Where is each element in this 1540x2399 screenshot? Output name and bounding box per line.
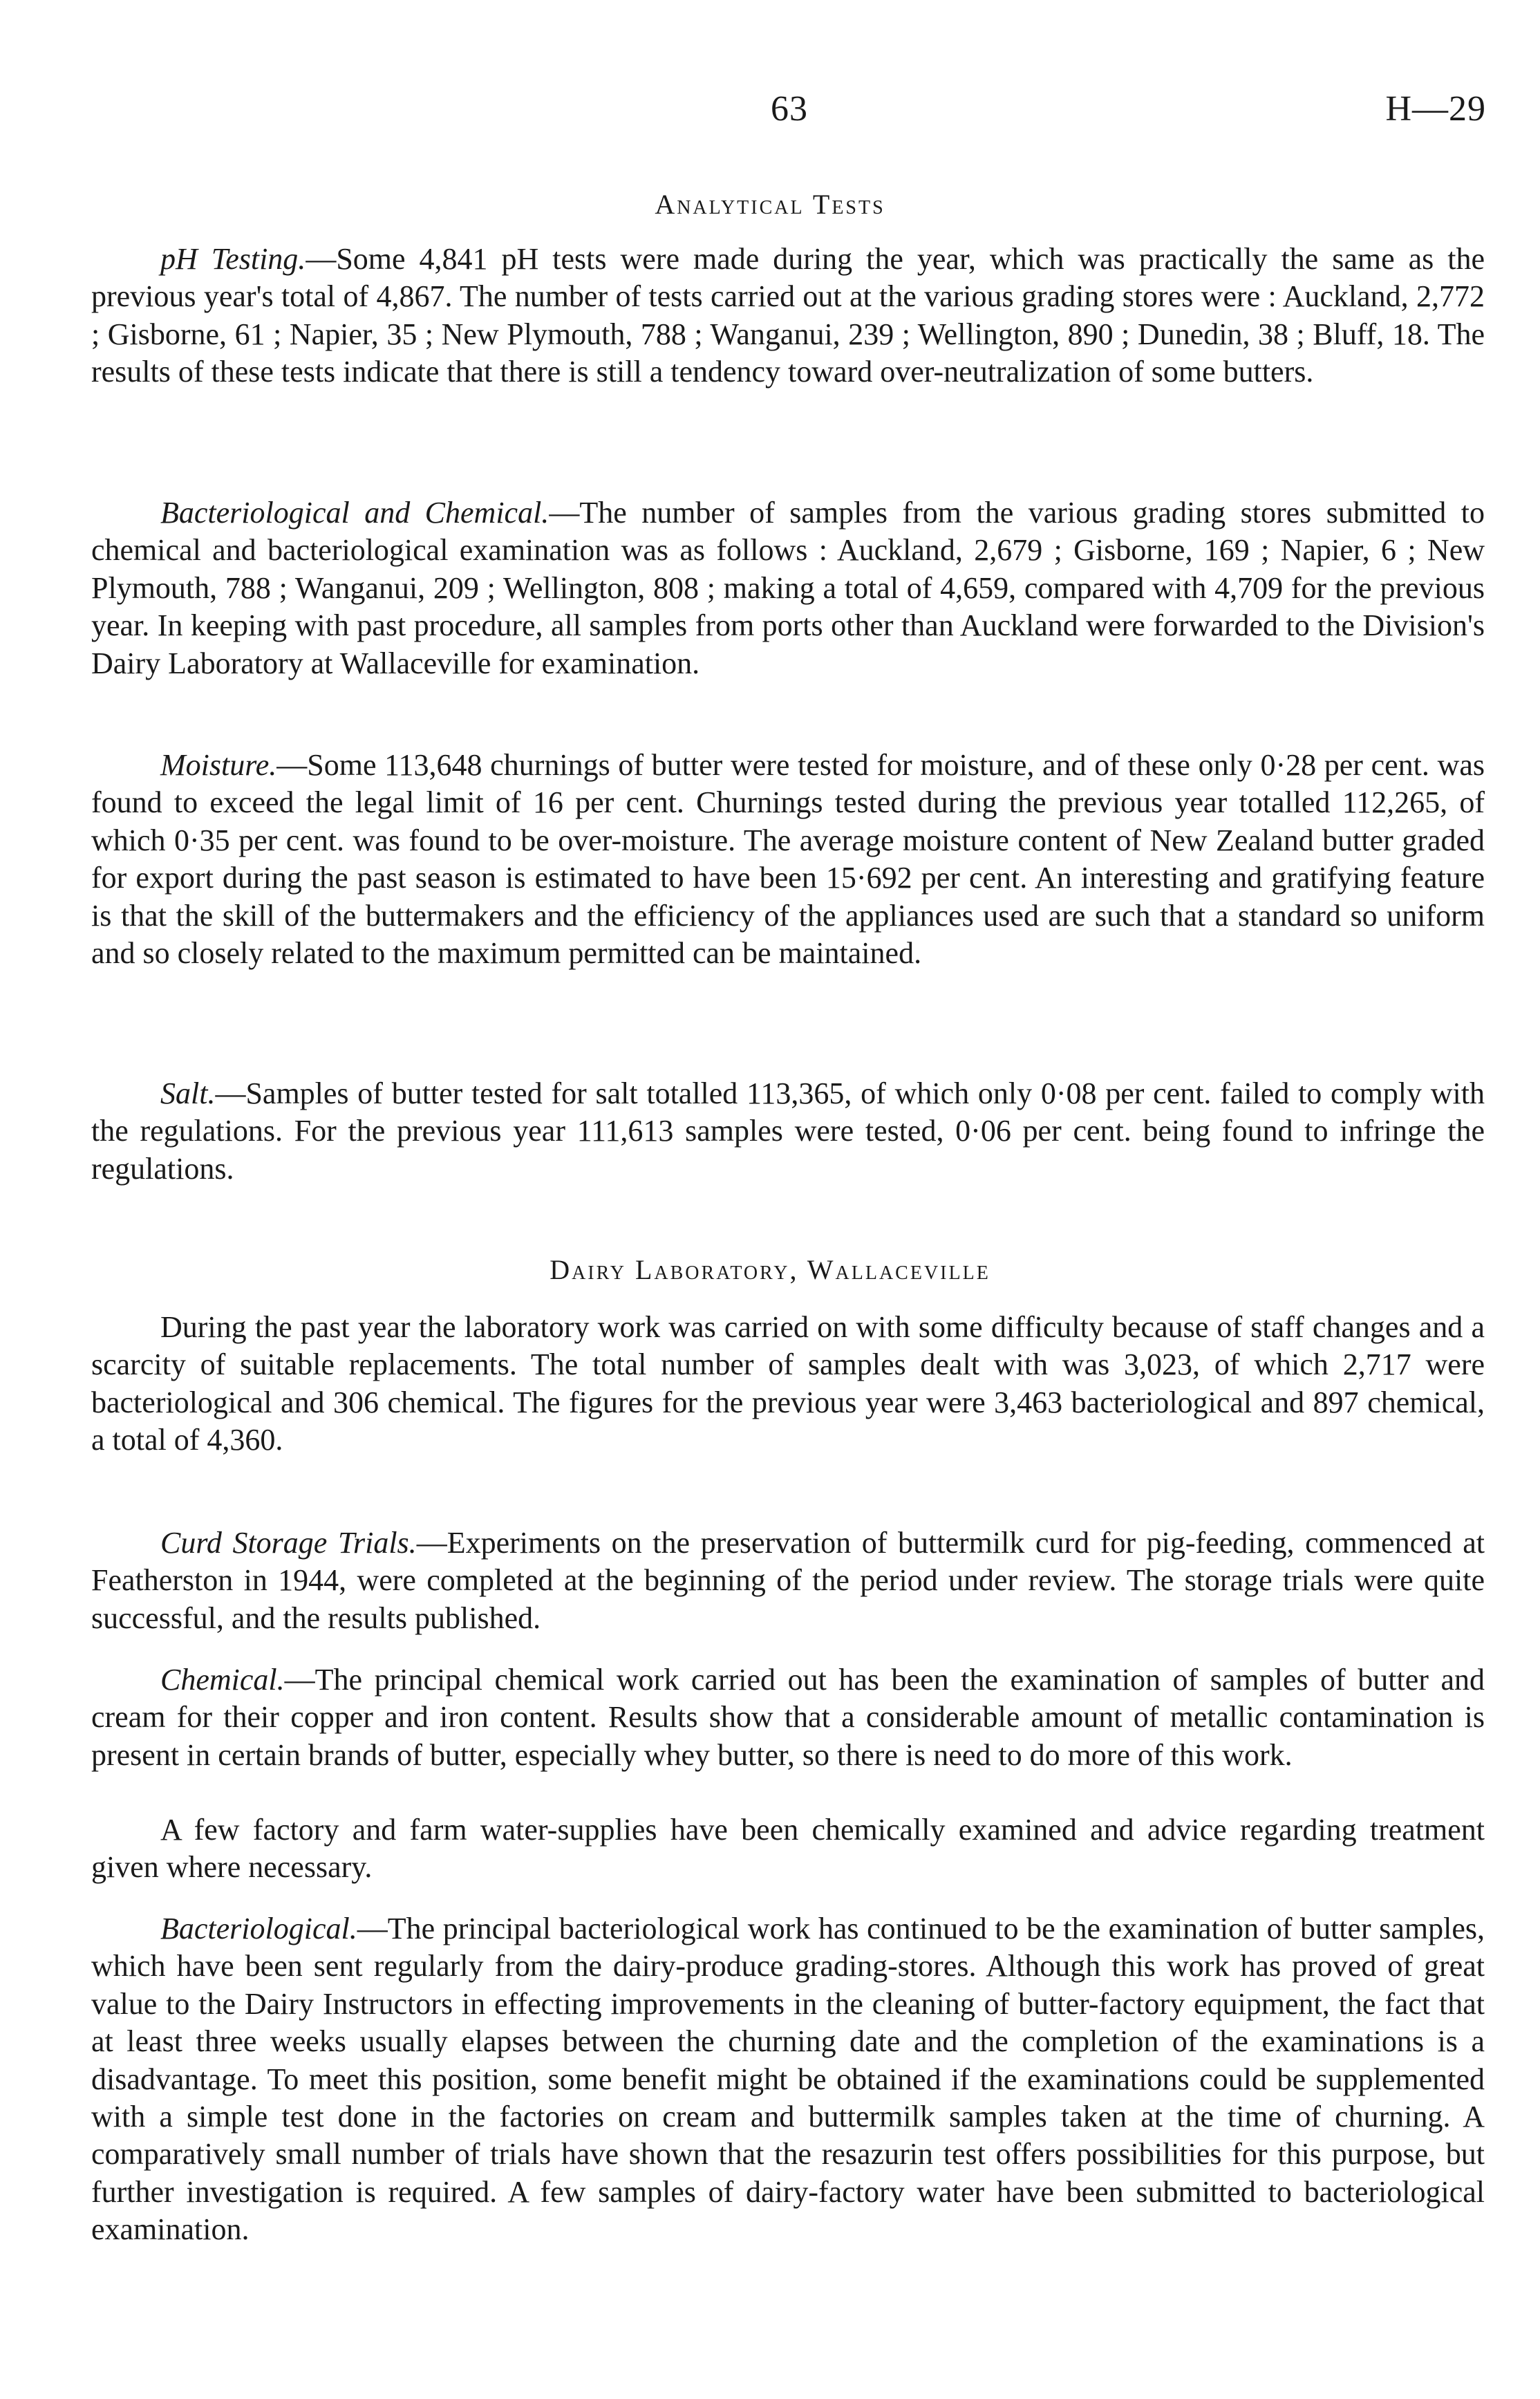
- paragraph-bacteriological: [91, 1910, 1485, 2249]
- paragraph-salt: [91, 1075, 1485, 1188]
- paragraph-body: —The number of samples from the various grading stores submitted to chemical and bacteriological examination was as follows : Auckland, 2,679 ; Gisborne, 169 ; Napier, 6 ; New Plymouth, 788 ; Wanganui, 209 ; Wellington, 808 ; making a total of 4,659, compared with 4,709 for the previous year. In keeping with past procedure, all samples from ports other than Auckland were forwarded to the Division's Dairy Laboratory at Wallaceville for examination.: [91, 496, 1485, 680]
- document-code: H—29: [1385, 89, 1486, 129]
- section-title-dairy-laboratory: Dairy Laboratory, Wallaceville: [550, 1254, 990, 1285]
- paragraph-body: —The principal chemical work carried out has been the examination of samples of butter and cream for their copper and iron content. Results show that a considerable amount of metallic contamination is present in certain brands of butter, especially whey butter, so there is need to do more of this work.: [91, 1663, 1485, 1772]
- paragraph-ph-testing: [91, 241, 1485, 391]
- section-title-analytical-tests: Analytical Tests: [655, 189, 885, 220]
- page-header: [90, 88, 1486, 144]
- paragraph-moisture: [91, 747, 1485, 972]
- page-number: 63: [771, 89, 808, 129]
- paragraph-lead: Moisture.: [160, 748, 277, 782]
- paragraph-body: —Some 113,648 churnings of butter were tested for moisture, and of these only 0·28 per cent. was found to exceed the legal limit of 16 per cent. Churnings tested during the previous year totalled 112,265, of which 0·35 per cent. was found to be over-moisture. The average moisture content of New Zealand butter graded for export during the past season is estimated to have been 15·692 per cent. An interesting and gratifying feature is that the skill of the buttermakers and the efficiency of the appliances used are such that a standard so uniform and so closely related to the maximum permitted can be maintained.: [91, 748, 1485, 971]
- paragraph-water-supplies: A few factory and farm water-supplies have been chemically examined and advice regarding treatment given where necessary.: [91, 1813, 1485, 1885]
- paragraph-laboratory-intro: During the past year the laboratory work was carried on with some difficulty because of staff changes and a scarcity of suitable replacements. The total number of samples dealt with was 3,023, of which 2,717 were bacteriological and 306 chemical. The figures for the previous year were 3,463 bacteriological and 897 chemical, a total of 4,360.: [91, 1310, 1485, 1457]
- paragraph-lead: Chemical.: [160, 1663, 285, 1697]
- paragraph-curd-storage-trials: [91, 1524, 1485, 1637]
- paragraph-lead: pH Testing.: [160, 242, 306, 276]
- paragraph-lead: Curd Storage Trials.: [160, 1526, 417, 1560]
- paragraph-body: —Samples of butter tested for salt totalled 113,365, of which only 0·08 per cent. failed to comply with the regulations. For the previous year 111,613 samples were tested, 0·06 per cent. being found to infringe the regulations.: [91, 1076, 1485, 1186]
- paragraph-body: —The principal bacteriological work has continued to be the examination of butter samples, which have been sent regularly from the dairy-produce grading-stores. Although this work has proved of great value to the Dairy Instructors in effecting improvements in the cleaning of butter-factory equipment, the fact that at least three weeks usually elapses between the churning date and the completion of the examinations is a disadvantage. To meet this position, some benefit might be obtained if the examinations could be supplemented with a simple test done in the factories on cream and buttermilk samples taken at the time of churning. A comparatively small number of trials have shown that the resazurin test offers possibilities for this purpose, but further investigation is required. A few samples of dairy-factory water have been submitted to bacteriological examination.: [91, 1912, 1485, 2247]
- paragraph-bacteriological-chemical: [91, 494, 1485, 682]
- paragraph-lead: Bacteriological.: [160, 1912, 357, 1945]
- paragraph-body: —Some 4,841 pH tests were made during the year, which was practically the same as the previous year's total of 4,867. The number of tests carried out at the various grading stores were : Auckland, 2,772 ; Gisborne, 61 ; Napier, 35 ; New Plymouth, 788 ; Wanganui, 239 ; Wellington, 890 ; Dunedin, 38 ; Bluff, 18. The results of these tests indicate that there is still a tendency toward over-neutralization of some butters.: [91, 242, 1485, 389]
- paragraph-body: —Experiments on the preservation of buttermilk curd for pig-feeding, commenced at Featherston in 1944, were completed at the beginning of the period under review. The storage trials were quite successful, and the results published.: [91, 1526, 1485, 1635]
- paragraph-chemical: [91, 1661, 1485, 1774]
- paragraph-lead: Bacteriological and Chemical.: [160, 496, 550, 530]
- paragraph-lead: Salt.: [160, 1076, 216, 1110]
